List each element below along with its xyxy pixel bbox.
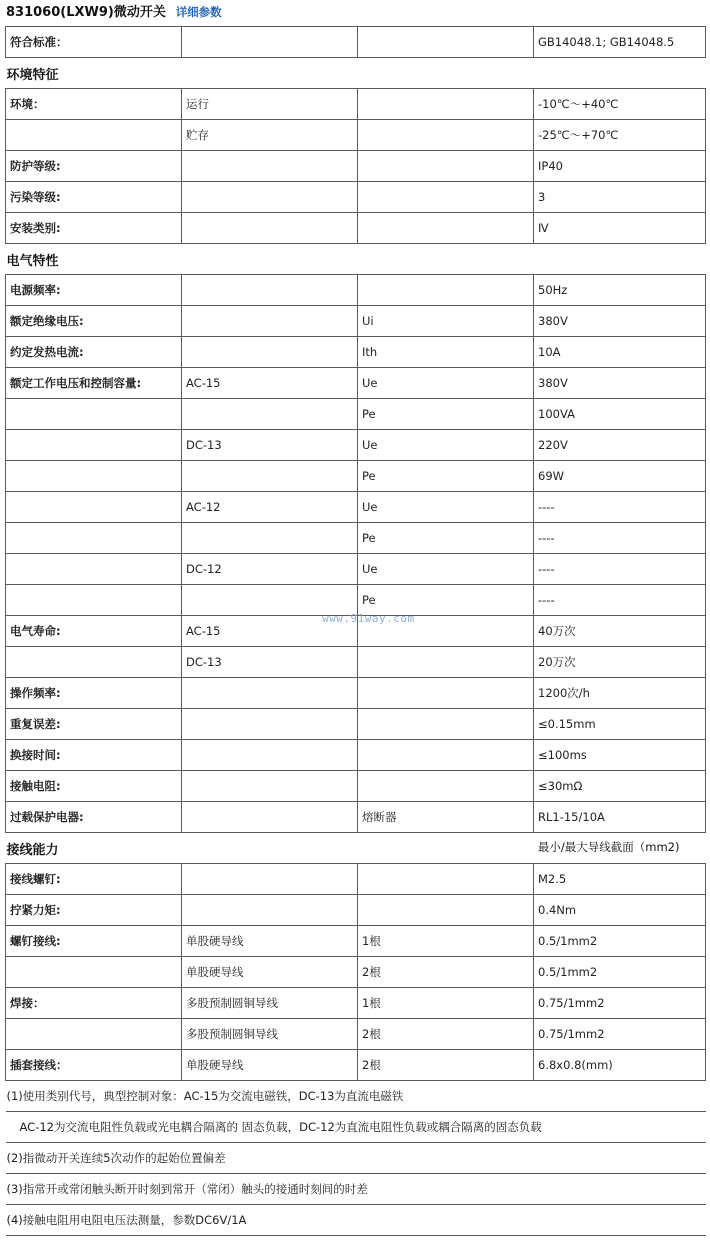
table-row <box>6 275 706 306</box>
row-cell-2 <box>182 213 358 244</box>
note-text: (1)使用类别代号，典型控制对象：AC-15为交流电磁铁，DC-13为直流电磁铁 <box>6 1081 706 1112</box>
row-cell <box>358 27 534 58</box>
row-label <box>6 585 182 616</box>
row-cell-3: Pe <box>358 585 534 616</box>
row-value: ---- <box>534 492 706 523</box>
table-row <box>6 647 706 678</box>
row-cell-3 <box>358 678 534 709</box>
row-value: 0.5/1mm2 <box>534 957 706 988</box>
table-row <box>6 709 706 740</box>
table-row <box>6 430 706 461</box>
row-cell-3: 熔断器 <box>358 802 534 833</box>
row-value: ≤30mΩ <box>534 771 706 802</box>
table-row <box>6 554 706 585</box>
table-row <box>6 957 706 988</box>
row-cell-3: Ue <box>358 368 534 399</box>
row-cell-3: 1根 <box>358 988 534 1019</box>
row-label: 螺钉接线: <box>6 926 182 957</box>
row-label <box>6 461 182 492</box>
note-row <box>6 1143 706 1174</box>
row-cell-2 <box>182 306 358 337</box>
row-cell-3: Ue <box>358 492 534 523</box>
row-cell-2: 贮存 <box>182 120 358 151</box>
row-cell-3: Ue <box>358 430 534 461</box>
row-cell-2 <box>182 337 358 368</box>
row-cell-3 <box>358 709 534 740</box>
row-value: ≤0.15mm <box>534 709 706 740</box>
row-cell-2 <box>182 709 358 740</box>
row-value: 1200次/h <box>534 678 706 709</box>
row-cell-2: AC-15 <box>182 368 358 399</box>
row-cell-2 <box>182 151 358 182</box>
row-cell-2 <box>182 678 358 709</box>
row-cell-3: 2根 <box>358 1050 534 1081</box>
row-value: 0.4Nm <box>534 895 706 926</box>
row-value: 10A <box>534 337 706 368</box>
row-label: 安装类别: <box>6 213 182 244</box>
row-cell-2 <box>182 275 358 306</box>
row-label: 接触电阻: <box>6 771 182 802</box>
row-cell-2: DC-13 <box>182 647 358 678</box>
note-text: (4)接触电阻用电阻电压法测量，参数DC6V/1A <box>6 1205 706 1236</box>
row-value: 220V <box>534 430 706 461</box>
table-row <box>6 27 706 58</box>
row-cell-3 <box>358 89 534 120</box>
section-title: 电气特性 <box>6 253 59 269</box>
table-row <box>6 89 706 120</box>
row-cell-2 <box>182 399 358 430</box>
row-cell-3 <box>358 151 534 182</box>
row-label: 符合标准： <box>6 27 182 58</box>
row-label: 污染等级: <box>6 182 182 213</box>
table-row <box>6 213 706 244</box>
row-label: 防护等级: <box>6 151 182 182</box>
row-value: GB14048.1; GB14048.5 <box>534 27 706 58</box>
row-cell-2: 单股硬导线 <box>182 1050 358 1081</box>
row-label: 操作频率: <box>6 678 182 709</box>
row-label <box>6 647 182 678</box>
table-row <box>6 864 706 895</box>
row-cell-3: 2根 <box>358 957 534 988</box>
row-value: 6.8x0.8(mm) <box>534 1050 706 1081</box>
row-cell-2 <box>182 802 358 833</box>
row-cell-2 <box>182 585 358 616</box>
row-cell-2: 多股预制圆铜导线 <box>182 1019 358 1050</box>
row-value: Ⅳ <box>534 213 706 244</box>
page-header <box>6 0 222 26</box>
row-cell-2: DC-12 <box>182 554 358 585</box>
row-label <box>6 957 182 988</box>
table-row <box>6 523 706 554</box>
row-cell-3: Pe <box>358 461 534 492</box>
table-row <box>6 368 706 399</box>
row-value: 0.75/1mm2 <box>534 988 706 1019</box>
row-cell-3: Ith <box>358 337 534 368</box>
row-cell-3 <box>358 213 534 244</box>
row-cell-2: 单股硬导线 <box>182 926 358 957</box>
table-row <box>6 740 706 771</box>
row-cell-3 <box>358 895 534 926</box>
row-cell-2 <box>182 771 358 802</box>
row-label: 接线螺钉: <box>6 864 182 895</box>
table-row <box>6 926 706 957</box>
row-cell-3 <box>358 647 534 678</box>
detail-params-link[interactable]: 详细参数 <box>175 5 222 19</box>
row-cell-3 <box>358 864 534 895</box>
row-cell-2: AC-12 <box>182 492 358 523</box>
row-label: 额定工作电压和控制容量: <box>6 368 182 399</box>
row-cell-3 <box>358 740 534 771</box>
row-value: 0.75/1mm2 <box>534 1019 706 1050</box>
note-text: AC-12为交流电阻性负载或光电耦合隔离的 固态负载，DC-12为直流电阻性负载或耦合隔离的固态负载 <box>6 1112 706 1143</box>
row-cell-2: 运行 <box>182 89 358 120</box>
wiring-section-note: 最小/最大导线截面（mm2) <box>537 839 680 854</box>
row-cell <box>182 27 358 58</box>
note-row <box>6 1174 706 1205</box>
row-value: ---- <box>534 554 706 585</box>
note-text: (2)指微动开关连续5次动作的起始位置偏差 <box>6 1143 706 1174</box>
row-cell-3 <box>358 182 534 213</box>
note-text: (3)指常开或常闭触头断开时刻到常开（常闭）触头的接通时刻间的时差 <box>6 1174 706 1205</box>
row-value: -25℃～+70℃ <box>534 120 706 151</box>
note-row <box>6 1081 706 1112</box>
table-row <box>6 461 706 492</box>
row-value: -10℃～+40℃ <box>534 89 706 120</box>
row-cell-2 <box>182 895 358 926</box>
row-label: 环境： <box>6 89 182 120</box>
row-value: 50Hz <box>534 275 706 306</box>
table-row <box>6 492 706 523</box>
row-value: ---- <box>534 523 706 554</box>
row-value: 3 <box>534 182 706 213</box>
table-row <box>6 337 706 368</box>
row-label: 电气寿命: <box>6 616 182 647</box>
table-row <box>6 585 706 616</box>
row-value: 380V <box>534 368 706 399</box>
row-label: 电源频率: <box>6 275 182 306</box>
note-row <box>6 1112 706 1143</box>
row-cell-3: 2根 <box>358 1019 534 1050</box>
row-cell-3: Pe <box>358 399 534 430</box>
table-row <box>6 802 706 833</box>
row-label: 重复误差: <box>6 709 182 740</box>
row-value: ≤100ms <box>534 740 706 771</box>
row-value: M2.5 <box>534 864 706 895</box>
row-label <box>6 399 182 430</box>
section-title: 环境特征 <box>6 67 59 83</box>
row-label <box>6 430 182 461</box>
row-value: 20万次 <box>534 647 706 678</box>
row-cell-3: Pe <box>358 523 534 554</box>
row-cell-3 <box>358 771 534 802</box>
table-row <box>6 306 706 337</box>
row-cell-3 <box>358 120 534 151</box>
row-cell-2: AC-15 <box>182 616 358 647</box>
table-row <box>6 895 706 926</box>
row-value: IP40 <box>534 151 706 182</box>
row-value: ---- <box>534 585 706 616</box>
spec-table <box>5 26 706 1236</box>
table-row <box>6 182 706 213</box>
section-heading-row <box>6 244 706 275</box>
section-heading-row <box>6 833 706 864</box>
row-label <box>6 523 182 554</box>
row-label <box>6 120 182 151</box>
row-cell-2: 单股硬导线 <box>182 957 358 988</box>
table-row <box>6 678 706 709</box>
row-label: 过载保护电器: <box>6 802 182 833</box>
row-cell-2 <box>182 864 358 895</box>
watermark: www.91way.com <box>322 612 415 625</box>
note-row <box>6 1205 706 1236</box>
row-cell-2: DC-13 <box>182 430 358 461</box>
row-label: 约定发热电流: <box>6 337 182 368</box>
row-label: 焊接： <box>6 988 182 1019</box>
row-label: 换接时间: <box>6 740 182 771</box>
page-title: 831060(LXW9)微动开关 <box>6 5 166 20</box>
row-cell-2 <box>182 523 358 554</box>
row-label <box>6 492 182 523</box>
row-cell-3: Ue <box>358 554 534 585</box>
table-row <box>6 120 706 151</box>
row-cell-3: Ui <box>358 306 534 337</box>
row-cell-2: 多股预制圆铜导线 <box>182 988 358 1019</box>
row-label <box>6 1019 182 1050</box>
row-value: 0.5/1mm2 <box>534 926 706 957</box>
table-row <box>6 1050 706 1081</box>
row-cell-2 <box>182 182 358 213</box>
row-label: 插套接线： <box>6 1050 182 1081</box>
row-label: 额定绝缘电压: <box>6 306 182 337</box>
table-row <box>6 399 706 430</box>
row-value: RL1-15/10A <box>534 802 706 833</box>
table-row <box>6 151 706 182</box>
row-label <box>6 554 182 585</box>
table-row <box>6 771 706 802</box>
row-value: 40万次 <box>534 616 706 647</box>
row-value: 69W <box>534 461 706 492</box>
row-cell-2 <box>182 461 358 492</box>
row-cell-3 <box>358 275 534 306</box>
row-value: 100VA <box>534 399 706 430</box>
row-cell-3: 1根 <box>358 926 534 957</box>
table-row <box>6 1019 706 1050</box>
row-label: 拧紧力矩: <box>6 895 182 926</box>
section-title: 接线能力 <box>6 842 59 858</box>
row-value: 380V <box>534 306 706 337</box>
table-row <box>6 988 706 1019</box>
row-cell-2 <box>182 740 358 771</box>
section-heading-row <box>6 58 706 89</box>
